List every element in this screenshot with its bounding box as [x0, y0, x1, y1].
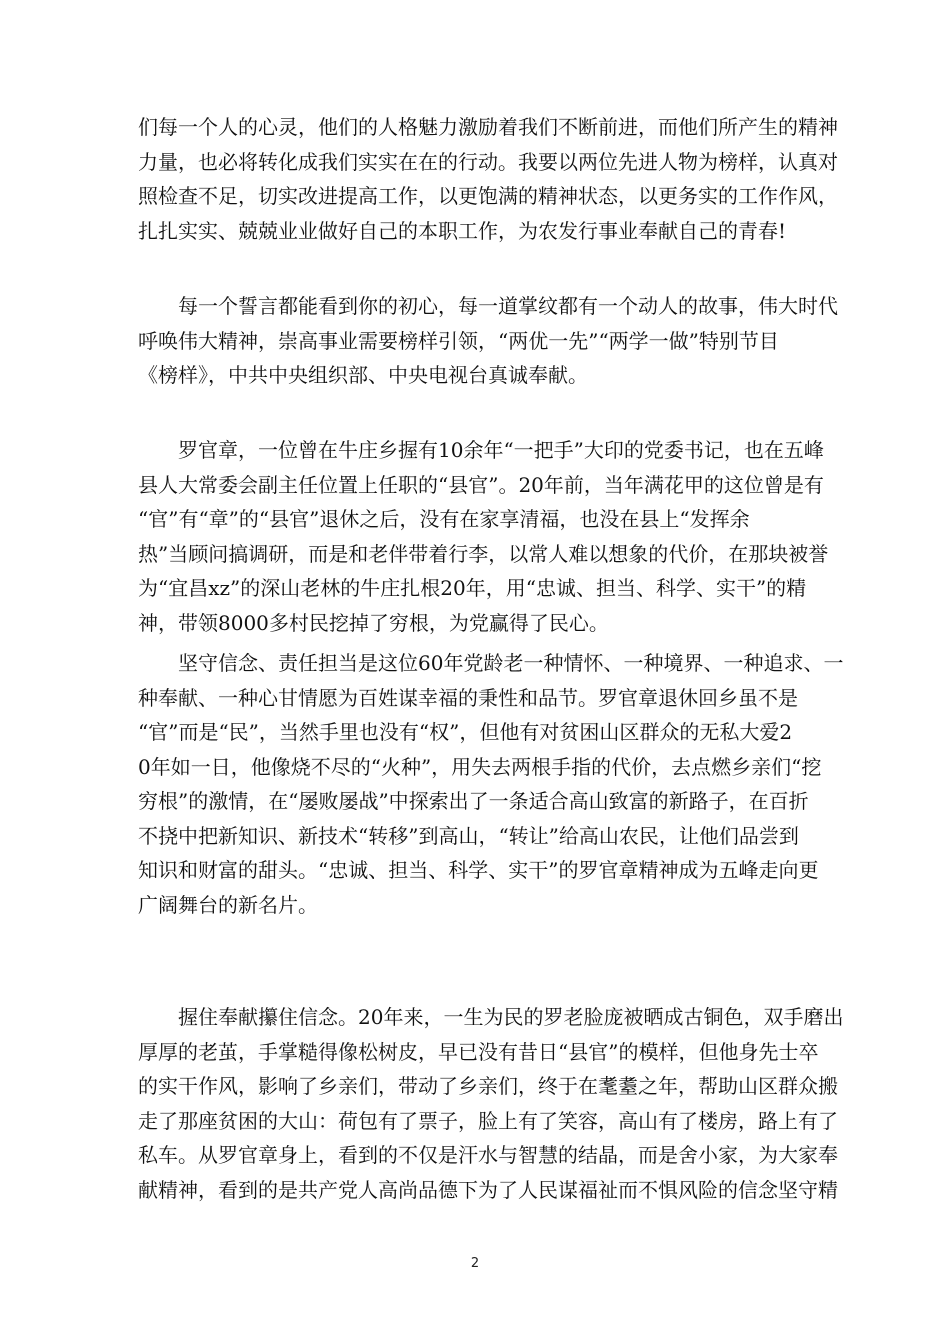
- paragraph-line: 罗官章，一位曾在牛庄乡握有10余年“一把手”大印的党委书记，也在五峰: [178, 438, 824, 462]
- paragraph-line: 走了那座贫困的大山：荷包有了票子，脸上有了笑容，高山有了楼房，路上有了: [138, 1108, 838, 1133]
- paragraph-4: [138, 646, 844, 922]
- paragraph-2: [138, 289, 838, 393]
- paragraph-line: 坚守信念、责任担当是这位60年党龄老一种情怀、一种境界、一种追求、一: [178, 651, 844, 675]
- paragraph-line: “官”有“章”的“县官”退休之后，没有在家享清福，也没在县上“发挥余: [138, 507, 750, 531]
- paragraph-line: 呼唤伟大精神，崇高事业需要榜样引领，“两优一先”“两学一做”特别节目: [138, 328, 779, 353]
- paragraph-line: 0年如一日，他像烧不尽的“火种”，用失去两根手指的代价，去点燃乡亲们“挖: [138, 754, 822, 779]
- paragraph-line: 《榜样》，中共中央组织部、中央电视台真诚奉献。: [138, 363, 588, 387]
- paragraph-line: 握住奉献攥住信念。20年来，一生为民的罗老脸庞被晒成古铜色，双手磨出: [178, 1005, 844, 1029]
- paragraph-line: 们每一个人的心灵，他们的人格魅力激励着我们不断前进，而他们所产生的精神: [138, 115, 838, 139]
- paragraph-line: 献精神，看到的是共产党人高尚品德下为了人民谋福祉而不惧风险的信念坚守精: [138, 1177, 838, 1202]
- paragraph-line: 的实干作风，影响了乡亲们，带动了乡亲们，终于在耄耋之年，帮助山区群众搬: [138, 1074, 838, 1098]
- page-number: 2: [470, 1256, 480, 1271]
- paragraph-line: 不挠中把新知识、新技术“转移”到高山，“转让”给高山农民，让他们品尝到: [138, 823, 799, 848]
- paragraph-5: [138, 1000, 844, 1207]
- paragraph-line: 知识和财富的甜头。“忠诚、担当、科学、实干”的罗官章精神成为五峰走向更: [138, 858, 819, 882]
- paragraph-line: 厚厚的老茧，手掌糙得像松树皮，早已没有昔日“县官”的模样，但他身先士卒: [138, 1039, 819, 1064]
- paragraph-line: 为“宜昌xz”的深山老林的牛庄扎根20年，用“忠诚、担当、科学、实干”的精: [138, 576, 807, 600]
- paragraph-line: “官”而是“民”，当然手里也没有“权”，但他有对贫困山区群众的无私大爱2: [138, 720, 793, 744]
- paragraph-1: [138, 110, 838, 248]
- paragraph-line: 每一个誓言都能看到你的初心，每一道掌纹都有一个动人的故事，伟大时代: [178, 294, 838, 318]
- paragraph-line: 力量，也必将转化成我们实实在在的行动。我要以两位先进人物为榜样，认真对: [138, 149, 838, 174]
- paragraph-line: 热”当顾问搞调研，而是和老伴带着行李，以常人难以想象的代价，在那块被誉: [138, 541, 829, 566]
- paragraph-3: [138, 433, 829, 640]
- paragraph-line: 神，带领8000多村民挖掉了穷根，为党赢得了民心。: [138, 610, 609, 635]
- paragraph-line: 私车。从罗官章身上，看到的不仅是汗水与智慧的结晶，而是舍小家，为大家奉: [138, 1143, 838, 1167]
- paragraph-line: 种奉献、一种心甘情愿为百姓谋幸福的秉性和品节。罗官章退休回乡虽不是: [138, 685, 798, 710]
- paragraph-line: 穷根”的激情，在“屡败屡战”中探索出了一条适合高山致富的新路子，在百折: [138, 789, 809, 813]
- paragraph-line: 扎扎实实、兢兢业业做好自己的本职工作，为农发行事业奉献自己的青春!: [138, 218, 787, 243]
- paragraph-line: 广阔舞台的新名片。: [138, 892, 318, 917]
- paragraph-line: 县人大常委会副主任位置上任职的“县官”。20年前，当年满花甲的这位曾是有: [138, 472, 824, 497]
- paragraph-line: 照检查不足，切实改进提高工作，以更饱满的精神状态，以更务实的工作作风，: [138, 184, 838, 208]
